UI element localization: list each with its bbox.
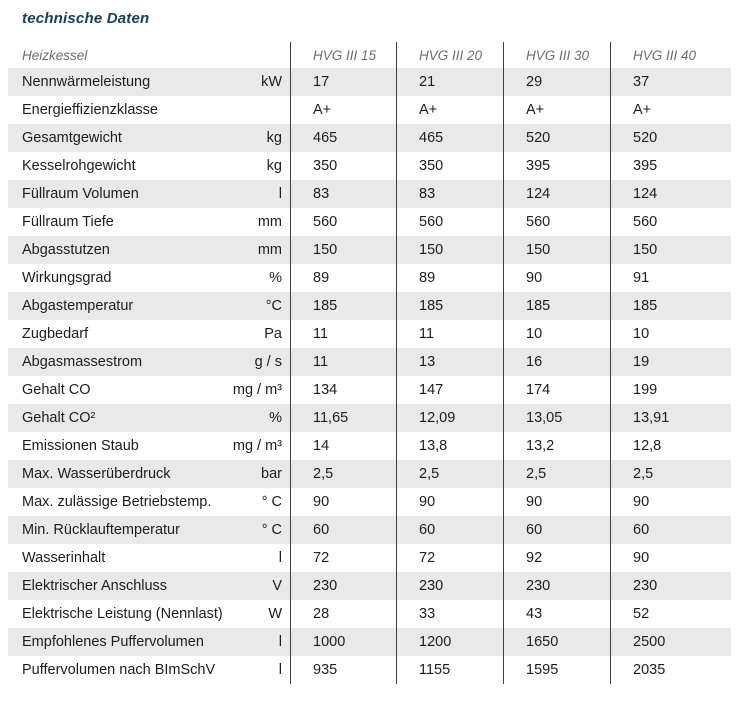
row-value: 90 (610, 488, 731, 516)
row-unit: g / s (254, 354, 282, 370)
row-value: 29 (503, 68, 610, 96)
table-row (8, 628, 731, 656)
row-value: 13,91 (610, 404, 731, 432)
row-unit: kg (266, 158, 282, 174)
row-value: 52 (610, 600, 731, 628)
row-value: 185 (290, 292, 396, 320)
row-value: 2,5 (503, 460, 610, 488)
row-label: Max. zulässige Betriebstemp. (22, 494, 212, 510)
row-value: 230 (610, 572, 731, 600)
row-value: 33 (396, 600, 503, 628)
row-unit: °C (265, 298, 282, 314)
row-label: Nennwärmeleistung (22, 74, 151, 90)
row-value: 2,5 (396, 460, 503, 488)
row-value: 395 (610, 152, 731, 180)
page-title: technische Daten (22, 10, 150, 27)
row-value: 89 (290, 264, 396, 292)
row-value: A+ (290, 96, 396, 124)
row-label: Wirkungsgrad (22, 270, 112, 286)
row-value: 134 (290, 376, 396, 404)
table-row (8, 348, 731, 376)
row-value: 72 (290, 544, 396, 572)
row-unit: W (268, 606, 282, 622)
row-value: 19 (610, 348, 731, 376)
row-value: 2,5 (610, 460, 731, 488)
row-value: 11,65 (290, 404, 396, 432)
row-label: Gehalt CO² (22, 410, 96, 426)
row-value: 230 (290, 572, 396, 600)
table-row (8, 264, 731, 292)
row-value: 124 (610, 180, 731, 208)
row-label: Wasserinhalt (22, 550, 106, 566)
row-value: 185 (610, 292, 731, 320)
table-row (8, 292, 731, 320)
row-label: Füllraum Volumen (22, 186, 139, 202)
row-value: 199 (610, 376, 731, 404)
row-value: 230 (396, 572, 503, 600)
table-row (8, 236, 731, 264)
row-value: 13,8 (396, 432, 503, 460)
table-row (8, 516, 731, 544)
table-row (8, 600, 731, 628)
table-row (8, 68, 731, 96)
row-value: 560 (503, 208, 610, 236)
row-value: 520 (610, 124, 731, 152)
technical-data-table (8, 42, 731, 684)
table-row (8, 208, 731, 236)
row-value: 14 (290, 432, 396, 460)
table-row (8, 432, 731, 460)
row-value: 185 (503, 292, 610, 320)
row-unit: kg (266, 130, 282, 146)
row-unit: ° C (261, 494, 282, 510)
row-unit: mm (257, 242, 282, 258)
row-unit: mg / m³ (232, 438, 282, 454)
row-value: 90 (503, 264, 610, 292)
row-value: 60 (503, 516, 610, 544)
row-value: 21 (396, 68, 503, 96)
row-unit: mg / m³ (232, 382, 282, 398)
row-value: A+ (610, 96, 731, 124)
table-row (8, 152, 731, 180)
row-unit: l (278, 186, 282, 202)
row-value: 13,2 (503, 432, 610, 460)
row-value: 1000 (290, 628, 396, 656)
row-value: 11 (290, 320, 396, 348)
table-row (8, 572, 731, 600)
row-unit: kW (261, 74, 282, 90)
row-value: 12,09 (396, 404, 503, 432)
row-unit: V (272, 578, 282, 594)
row-value: 91 (610, 264, 731, 292)
row-value: 150 (290, 236, 396, 264)
row-value: 150 (396, 236, 503, 264)
row-value: 72 (396, 544, 503, 572)
table-header-row (8, 42, 731, 68)
header-label: Heizkessel (22, 47, 88, 63)
row-value: 2,5 (290, 460, 396, 488)
header-col-hvg-iii-20: HVG III 20 (396, 42, 503, 68)
row-value: 16 (503, 348, 610, 376)
row-label: Abgastemperatur (22, 298, 134, 314)
row-value: 90 (396, 488, 503, 516)
row-label: Kesselrohgewicht (22, 158, 136, 174)
row-label: Abgasstutzen (22, 242, 110, 258)
table-body (8, 68, 731, 684)
row-value: 90 (610, 544, 731, 572)
row-label: Gehalt CO (22, 382, 91, 398)
row-label: Abgasmassestrom (22, 354, 143, 370)
row-value: 83 (290, 180, 396, 208)
row-value: 560 (290, 208, 396, 236)
row-value: A+ (503, 96, 610, 124)
row-label: Gesamtgewicht (22, 130, 122, 146)
row-value: 28 (290, 600, 396, 628)
row-value: 560 (396, 208, 503, 236)
row-value: 37 (610, 68, 731, 96)
row-label: Elektrische Leistung (Nennlast) (22, 606, 223, 622)
row-label: Puffervolumen nach BImSchV (22, 662, 216, 678)
row-value: 395 (503, 152, 610, 180)
row-unit: bar (261, 466, 282, 482)
row-value: 11 (396, 320, 503, 348)
row-value: 89 (396, 264, 503, 292)
row-value: 1200 (396, 628, 503, 656)
header-col-hvg-iii-40: HVG III 40 (610, 42, 731, 68)
row-value: 935 (290, 656, 396, 684)
row-value: 12,8 (610, 432, 731, 460)
row-value: 1595 (503, 656, 610, 684)
row-unit: ° C (261, 522, 282, 538)
row-value: 43 (503, 600, 610, 628)
table-row (8, 376, 731, 404)
row-value: 90 (290, 488, 396, 516)
row-value: A+ (396, 96, 503, 124)
table-row (8, 404, 731, 432)
table-row (8, 96, 731, 124)
row-label: Empfohlenes Puffervolumen (22, 634, 204, 650)
row-unit: l (278, 550, 282, 566)
row-unit: l (278, 634, 282, 650)
row-value: 17 (290, 68, 396, 96)
row-value: 465 (290, 124, 396, 152)
row-value: 60 (396, 516, 503, 544)
row-unit: Pa (264, 326, 282, 342)
row-value: 465 (396, 124, 503, 152)
row-unit: mm (257, 214, 282, 230)
row-value: 2035 (610, 656, 731, 684)
row-value: 83 (396, 180, 503, 208)
row-label: Energieffizienzklasse (22, 102, 158, 118)
row-value: 560 (610, 208, 731, 236)
row-value: 185 (396, 292, 503, 320)
row-value: 90 (503, 488, 610, 516)
row-value: 147 (396, 376, 503, 404)
row-value: 1155 (396, 656, 503, 684)
row-value: 11 (290, 348, 396, 376)
row-value: 92 (503, 544, 610, 572)
row-value: 350 (290, 152, 396, 180)
row-value: 60 (610, 516, 731, 544)
row-unit: % (269, 410, 282, 426)
row-value: 174 (503, 376, 610, 404)
row-label: Zugbedarf (22, 326, 89, 342)
table-row (8, 180, 731, 208)
row-label: Elektrischer Anschluss (22, 578, 168, 594)
row-value: 10 (610, 320, 731, 348)
row-value: 150 (610, 236, 731, 264)
row-value: 13 (396, 348, 503, 376)
row-label: Max. Wasserüberdruck (22, 466, 171, 482)
row-label: Füllraum Tiefe (22, 214, 114, 230)
row-unit: l (278, 662, 282, 678)
table-row (8, 320, 731, 348)
row-value: 350 (396, 152, 503, 180)
row-label: Emissionen Staub (22, 438, 139, 454)
row-value: 2500 (610, 628, 731, 656)
row-value: 124 (503, 180, 610, 208)
table-row (8, 488, 731, 516)
row-value: 520 (503, 124, 610, 152)
header-col-hvg-iii-15: HVG III 15 (290, 42, 396, 68)
table-row (8, 124, 731, 152)
row-unit: % (269, 270, 282, 286)
table-row (8, 544, 731, 572)
header-col-hvg-iii-30: HVG III 30 (503, 42, 610, 68)
row-value: 150 (503, 236, 610, 264)
table-row (8, 656, 731, 684)
row-value: 10 (503, 320, 610, 348)
row-value: 1650 (503, 628, 610, 656)
row-label: Min. Rücklauftemperatur (22, 522, 180, 538)
row-value: 230 (503, 572, 610, 600)
table-row (8, 460, 731, 488)
row-value: 60 (290, 516, 396, 544)
row-value: 13,05 (503, 404, 610, 432)
